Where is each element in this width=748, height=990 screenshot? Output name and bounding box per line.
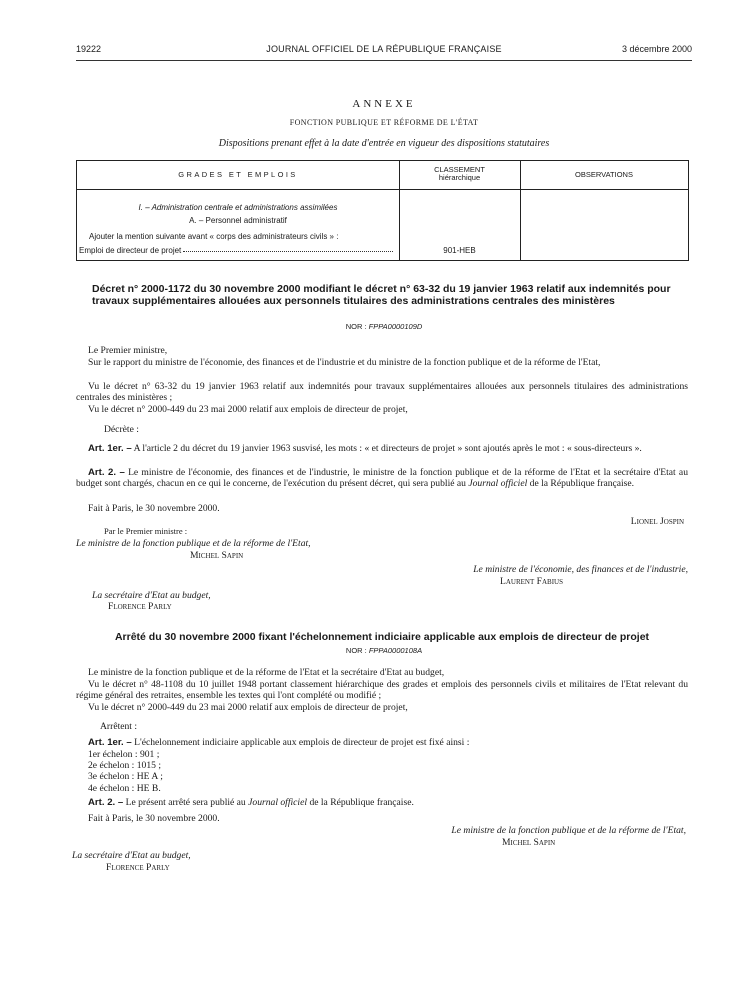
table-cell-emploi: Emploi de directeur de projet [79,246,182,255]
article-text: Le ministre de l'économie, des finances et de l'industrie, le ministre de la fonction publique et de la réforme de l'Etat et la secrétaire d'Etat au budget sont chargés, chacun en ce qui le concerne, de l'exécution du présent décret, qui sera publié au [76,467,688,490]
arrete-para: Vu le décret n° 48-1108 du 10 juillet 1948 portant classement hiérarchique des grades et emplois des personnels civils et militaires de l'Etat relevant du régime général des retraites, ensemble les textes qui l'ont complété ou modifié ; [76,679,688,702]
table-header-grades: GRADES ET EMPLOIS [178,170,298,179]
decret-para: Le Premier ministre, [88,345,168,356]
table-row-emploi [79,246,395,255]
article-label: Art. 2. – [88,797,124,808]
article-label: Art. 1er. – [88,737,132,748]
nor-code: FPPA0000108A [368,646,423,655]
article-text: A l'article 2 du décret du 19 janvier 1963 susvisé, les mots : « et directeurs de projet » sont ajoutés après le mot : « sous-directeurs ». [133,443,642,454]
decret-para: Vu le décret n° 63-32 du 19 janvier 1963 relatif aux indemnités pour travaux supplémentaires allouées aux personnels titulaires des administrations centrales des ministères ; [76,381,688,404]
annexe-title: ANNEXE [352,98,416,110]
echelon-item: 1er échelon : 901 ; [88,749,160,760]
decret-para: Sur le rapport du ministre de l'économie, des finances et de l'industrie et du ministre de la fonction publique et de la réforme de l'Etat, [88,357,601,368]
page-header [76,44,692,58]
decret-article-2 [76,467,688,489]
decret-article-1 [76,443,688,454]
table-header-classement [399,166,520,183]
arrete-para: Vu le décret n° 2000-449 du 23 mai 2000 relatif aux emplois de directeur de projet, [88,702,408,713]
table-row-subsection: A. – Personnel administratif [189,216,287,225]
arrete-nor [76,647,692,656]
nor-code: FPPA0000109D [368,322,423,331]
signature-pm: Lionel Jospin [630,516,684,527]
arrete-article-2 [76,797,688,808]
arrete-arretent: Arrêtent : [100,721,138,732]
publication-date: 3 décembre 2000 [621,44,692,54]
journal-title: JOURNAL OFFICIEL DE LA RÉPUBLIQUE FRANÇAISE [266,44,502,54]
signature-budget-name: Florence Parly [108,601,172,612]
journal-officiel-ref: Journal officiel [468,478,528,490]
article-text: de la République française. [309,797,414,808]
signature-fp-name: Michel Sapin [502,837,556,848]
table-header-observations: OBSERVATIONS [575,170,633,179]
article-text: L'échelonnement indiciaire applicable aux emplois de directeur de projet est fixé ainsi : [134,737,470,748]
annexe-subtitle: FONCTION PUBLIQUE ET RÉFORME DE L'ÉTAT [289,118,479,127]
decret-para: Vu le décret n° 2000-449 du 23 mai 2000 relatif aux emplois de directeur de projet, [88,404,408,415]
article-text: de la République française. [529,478,635,490]
arrete-title: Arrêté du 30 novembre 2000 fixant l'échelonnement indiciaire applicable aux emplois de directeur de projet [114,631,650,643]
echelon-item: 2e échelon : 1015 ; [88,760,161,772]
decret-fait: Fait à Paris, le 30 novembre 2000. [88,503,220,514]
dot-leader [183,246,393,252]
arrete-article-1 [76,737,688,748]
table-divider [77,189,688,190]
signature-eco-name: Laurent Fabius [500,576,563,587]
table-row-instruction: Ajouter la mention suivante avant « corps des administrateurs civils » : [89,232,339,241]
signature-fp-title: Le ministre de la fonction publique et de la réforme de l'Etat, [451,825,686,836]
signature-budget-title: La secrétaire d'Etat au budget, [92,590,211,601]
table-row-section: I. – Administration centrale et administrations assimilées [138,203,338,212]
signature-fp-name: Michel Sapin [190,550,244,561]
article-text: Le présent arrêté sera publié au [125,797,246,808]
arrete-fait: Fait à Paris, le 30 novembre 2000. [88,813,220,824]
signature-budget-name: Florence Parly [106,862,170,873]
decret-decrete: Décrète : [104,424,139,435]
header-rule [76,60,692,61]
table-header-classement-line2: hiérarchique [438,173,481,183]
page-number: 19222 [76,44,102,54]
nor-label: NOR : [345,646,367,655]
signature-par: Par le Premier ministre : [104,526,188,536]
article-label: Art. 1er. – [88,443,132,454]
journal-officiel-ref: Journal officiel [248,797,308,808]
echelon-item: 4e échelon : HE B. [88,782,161,794]
article-label: Art. 2. – [88,467,125,478]
signature-eco-title: Le ministre de l'économie, des finances et de l'industrie, [473,564,688,575]
decret-nor [76,323,692,332]
annexe-dispositions: Dispositions prenant effet à la date d'entrée en vigueur des dispositions statutaires [218,138,550,149]
arrete-para: Le ministre de la fonction publique et de la réforme de l'Etat et la secrétaire d'Etat au budget, [88,667,445,678]
table-header-classement-line1: CLASSEMENT [434,165,485,174]
echelon-item: 3e échelon : HE A ; [88,771,163,783]
echelon-list [88,749,163,794]
signature-budget-title: La secrétaire d'Etat au budget, [72,850,191,861]
nor-label: NOR : [345,322,367,331]
decret-title: Décret n° 2000-1172 du 30 novembre 2000 modifiant le décret n° 63-32 du 19 janvier 1963 relatif aux indemnités pour travaux supplémentaires allouées aux personnels titulaires des administrations centrales des ministères [92,283,671,307]
table-cell-classement: 901-HEB [443,246,476,255]
classement-table [76,160,689,261]
signature-fp-title: Le ministre de la fonction publique et de la réforme de l'Etat, [76,538,311,549]
